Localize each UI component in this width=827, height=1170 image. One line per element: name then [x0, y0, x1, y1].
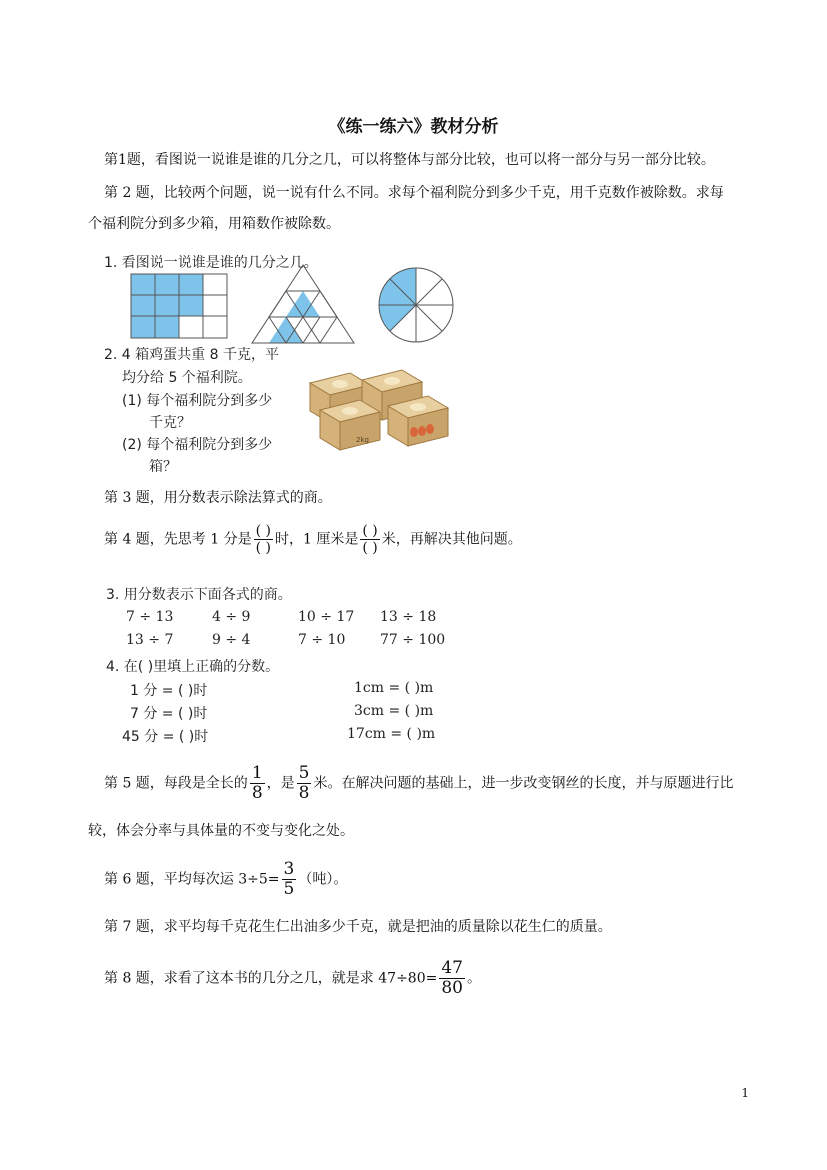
time-fill-item: 45 分 = ( )时	[122, 729, 209, 745]
triangle-diagram	[252, 265, 354, 343]
division-item: 10 ÷ 17	[298, 609, 355, 625]
blank-denominator: ( )	[255, 540, 271, 556]
paragraph-8	[104, 959, 481, 998]
length-fill-item: 3cm = ( )m	[354, 703, 434, 719]
time-fill-item: 1 分 = ( )时	[130, 683, 208, 699]
textbook-figure-2	[100, 582, 460, 745]
numerator: 5	[298, 763, 310, 783]
length-fill-item: 1cm = ( )m	[354, 680, 434, 696]
time-fill-item: 7 分 = ( )时	[130, 706, 208, 722]
figure1-question-2-line-2: 均分给 5 个福利院。	[122, 370, 252, 386]
denominator: 80	[441, 978, 463, 998]
circle-diagram	[379, 268, 453, 342]
length-fill-item: 17cm = ( )m	[347, 726, 436, 742]
denominator: 8	[298, 783, 310, 803]
division-item: 9 ÷ 4	[212, 632, 251, 648]
egg-boxes-illustration	[310, 370, 448, 450]
denominator: 5	[283, 879, 295, 899]
paragraph-6-prefix: 第 6 题，平均每次运 3÷5=	[104, 871, 280, 888]
box-label: 2kg	[356, 436, 369, 444]
paragraph-2-line-2: 个福利院分到多少箱，用箱数作被除数。	[88, 216, 340, 232]
figure1-sub-2-line-2: 箱？	[149, 459, 177, 475]
paragraph-5-prefix: 第 5 题，每段是全长的	[104, 775, 248, 792]
numerator: 47	[441, 958, 463, 978]
division-item: 13 ÷ 7	[126, 632, 174, 648]
division-item: 7 ÷ 10	[298, 632, 346, 648]
fraction-47-80	[439, 959, 465, 998]
blank-fraction-meter	[360, 523, 379, 556]
paragraph-8-suffix: 。	[467, 970, 481, 987]
numerator: 1	[251, 763, 263, 783]
division-item: 13 ÷ 18	[380, 609, 437, 625]
paragraph-5-line-2: 较，体会分率与具体量的不变与变化之处。	[88, 823, 354, 839]
denominator: 8	[251, 783, 263, 803]
paragraph-4-mid-2: 米，再解决其他问题。	[381, 531, 522, 548]
fraction-three-fifths	[282, 860, 297, 899]
paragraph-5-suffix: 米。在解决问题的基础上，进一步改变钢丝的长度，并与原题进行比	[313, 775, 734, 792]
paragraph-4-prefix: 第 4 题，先思考 1 分是	[104, 531, 252, 548]
paragraph-4	[104, 523, 522, 556]
blank-fraction-hour	[254, 523, 273, 556]
division-item: 4 ÷ 9	[212, 609, 251, 625]
blank-denominator: ( )	[362, 540, 378, 556]
grid-diagram	[131, 274, 227, 338]
paragraph-5-line-1	[104, 764, 733, 803]
figure2-question-4: 4. 在( )里填上正确的分数。	[106, 659, 280, 675]
figure1-sub-2-line-1: (2) 每个福利院分到多少	[122, 437, 273, 453]
paragraph-2-line-1: 第 2 题，比较两个问题，说一说有什么不同。求每个福利院分到多少千克，用千克数作被除数。求每	[104, 185, 724, 201]
fraction-five-eighths	[297, 764, 312, 803]
paragraph-5-mid: ，是	[266, 775, 295, 792]
figure1-sub-1-line-2: 千克？	[149, 415, 191, 431]
page-title: 《练一练六》教材分析	[328, 117, 499, 137]
page-number: 1	[741, 1086, 749, 1100]
figure2-question-3: 3. 用分数表示下面各式的商。	[106, 587, 292, 603]
blank-numerator: ( )	[255, 523, 271, 539]
paragraph-6	[104, 860, 347, 899]
blank-numerator: ( )	[362, 523, 378, 539]
division-item: 77 ÷ 100	[380, 632, 446, 648]
numerator: 3	[283, 859, 295, 879]
paragraph-4-mid-1: 时，1 厘米是	[275, 531, 359, 548]
textbook-figure-1	[100, 248, 460, 476]
division-item: 7 ÷ 13	[126, 609, 174, 625]
figure1-question-2-line-1: 2. 4 箱鸡蛋共重 8 千克，平	[104, 347, 279, 363]
paragraph-8-prefix: 第 8 题，求看了这本书的几分之几，就是求 47÷80=	[104, 970, 438, 987]
figure1-sub-1-line-1: (1) 每个福利院分到多少	[122, 393, 273, 409]
paragraph-6-suffix: （吨）。	[298, 871, 348, 888]
fraction-one-eighth	[250, 764, 265, 803]
figure1-question-1: 1. 看图说一说谁是谁的几分之几。	[104, 255, 318, 271]
paragraph-7: 第 7 题，求平均每千克花生仁出油多少千克，就是把油的质量除以花生仁的质量。	[104, 919, 612, 935]
paragraph-1: 第1题，看图说一说谁是谁的几分之几，可以将整体与部分比较，也可以将一部分与另一部分比较。	[104, 152, 715, 168]
paragraph-3: 第 3 题，用分数表示除法算式的商。	[104, 490, 332, 506]
